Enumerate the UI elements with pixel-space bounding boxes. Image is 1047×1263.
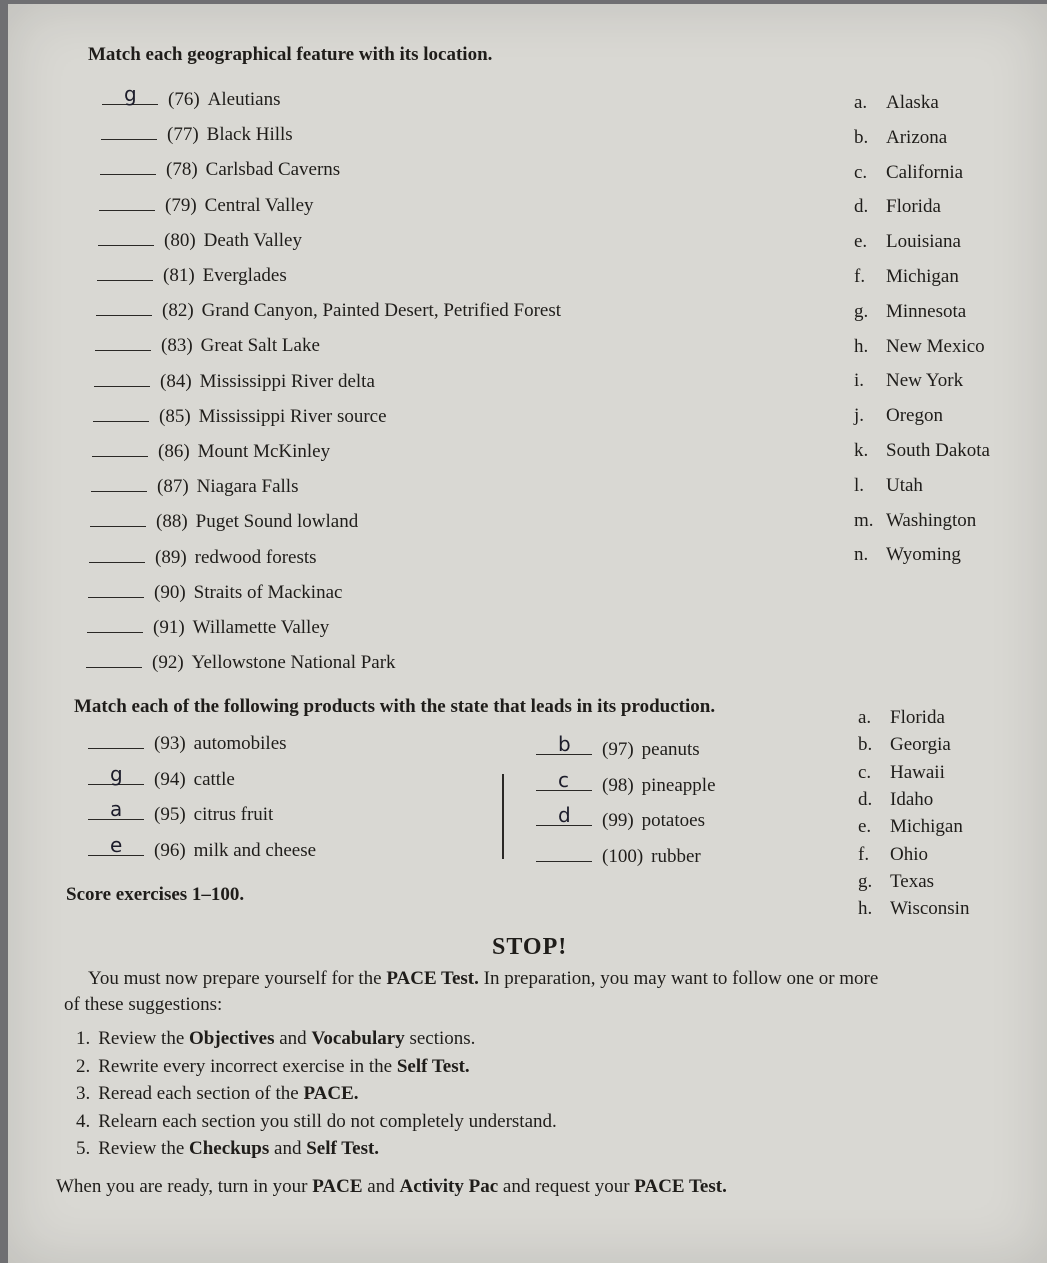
handwritten-answer: g bbox=[110, 761, 123, 786]
option-letter: e. bbox=[854, 231, 868, 253]
question-row bbox=[92, 438, 330, 463]
option-letter: h. bbox=[854, 335, 869, 357]
question-row bbox=[88, 730, 287, 755]
question-number: (87) bbox=[157, 476, 189, 498]
option-name: New Mexico bbox=[886, 335, 985, 357]
question-text: Aleutians bbox=[207, 89, 281, 110]
option-name: Oregon bbox=[886, 405, 943, 427]
answer-blank[interactable] bbox=[536, 732, 592, 756]
answer-blank[interactable] bbox=[536, 843, 592, 862]
question-row bbox=[95, 332, 320, 357]
suggestion-item bbox=[76, 1111, 557, 1133]
suggestion-bold-1: PACE. bbox=[303, 1083, 359, 1104]
option-row bbox=[854, 475, 923, 497]
question-text: Everglades bbox=[202, 265, 287, 286]
option-row bbox=[854, 405, 943, 427]
question-number: (90) bbox=[154, 581, 186, 603]
question-number: (80) bbox=[164, 229, 196, 251]
option-name: Washington bbox=[886, 509, 977, 531]
question-text: Death Valley bbox=[203, 229, 302, 251]
option-row bbox=[854, 510, 976, 532]
answer-blank[interactable] bbox=[97, 262, 153, 281]
stop-intro-line1 bbox=[88, 968, 878, 990]
suggestion-text-mid: and bbox=[274, 1028, 312, 1049]
question-text: peanuts bbox=[641, 739, 700, 760]
question-number: (81) bbox=[163, 265, 195, 286]
question-text: rubber bbox=[651, 845, 701, 867]
question-text: citrus fruit bbox=[193, 804, 274, 825]
suggestion-number: 5. bbox=[76, 1138, 91, 1159]
answer-blank[interactable] bbox=[102, 82, 158, 106]
question-text: milk and cheese bbox=[193, 839, 317, 861]
question-text: Puget Sound lowland bbox=[195, 511, 359, 533]
final-instruction bbox=[56, 1176, 727, 1198]
option-row bbox=[854, 544, 961, 566]
handwritten-answer: a bbox=[110, 797, 123, 821]
question-row bbox=[88, 797, 274, 826]
question-number: (95) bbox=[154, 804, 186, 825]
option-row bbox=[854, 162, 963, 184]
option-letter: n. bbox=[854, 544, 869, 566]
stop-title: STOP! bbox=[492, 934, 568, 960]
option-row bbox=[858, 816, 963, 838]
question-row bbox=[96, 297, 561, 322]
answer-blank[interactable] bbox=[536, 803, 592, 827]
option-letter: c. bbox=[854, 161, 868, 183]
question-number: (76) bbox=[168, 89, 200, 110]
question-number: (98) bbox=[602, 774, 634, 796]
answer-blank[interactable] bbox=[99, 192, 155, 211]
question-number: (88) bbox=[156, 511, 188, 533]
suggestion-text: Relearn each section you still do not completely understand. bbox=[98, 1110, 557, 1132]
question-text: potatoes bbox=[641, 810, 705, 831]
answer-blank[interactable] bbox=[536, 767, 592, 792]
question-row bbox=[101, 121, 293, 146]
intro-bold: PACE Test. bbox=[386, 968, 479, 989]
question-row bbox=[98, 227, 302, 252]
suggestion-bold-2: Self Test. bbox=[306, 1138, 380, 1159]
final-bold-2: Activity Pac bbox=[399, 1176, 499, 1197]
suggestion-bold-1: Checkups bbox=[189, 1138, 270, 1159]
option-name: Alaska bbox=[886, 92, 939, 113]
question-number: (92) bbox=[152, 652, 184, 674]
question-number: (85) bbox=[159, 405, 191, 427]
question-text: cattle bbox=[193, 768, 235, 790]
question-row bbox=[93, 403, 387, 428]
option-letter: a. bbox=[858, 707, 872, 728]
suggestion-number: 1. bbox=[76, 1028, 91, 1049]
section2-heading: Match each of the following products with the state that leads in its production. bbox=[74, 696, 716, 717]
option-name: Michigan bbox=[886, 266, 959, 287]
option-name: Ohio bbox=[890, 843, 928, 865]
question-row bbox=[86, 649, 396, 674]
suggestion-text: Review the bbox=[98, 1138, 190, 1159]
option-row bbox=[858, 762, 945, 784]
suggestion-text-mid: and bbox=[269, 1138, 307, 1159]
question-number: (96) bbox=[154, 839, 186, 861]
final-text-3: and request your bbox=[498, 1176, 635, 1197]
option-name: Texas bbox=[890, 870, 935, 892]
question-text: automobiles bbox=[193, 733, 287, 754]
option-letter: h. bbox=[858, 898, 873, 920]
answer-blank[interactable] bbox=[94, 368, 150, 387]
question-number: (89) bbox=[155, 546, 187, 568]
final-bold-3: PACE Test. bbox=[634, 1176, 727, 1197]
question-row bbox=[87, 614, 329, 639]
question-number: (93) bbox=[154, 733, 186, 754]
option-row bbox=[854, 440, 990, 462]
option-row bbox=[854, 266, 959, 288]
option-letter: m. bbox=[854, 509, 874, 531]
question-row bbox=[100, 156, 340, 181]
option-letter: f. bbox=[858, 843, 870, 865]
question-row bbox=[536, 843, 701, 868]
question-text: Carlsbad Caverns bbox=[205, 159, 341, 181]
option-name: Idaho bbox=[890, 788, 934, 810]
question-number: (79) bbox=[165, 194, 197, 216]
option-name: Minnesota bbox=[886, 300, 967, 322]
option-row bbox=[858, 734, 951, 756]
option-letter: a. bbox=[854, 92, 868, 113]
handwritten-answer: c bbox=[558, 767, 569, 792]
question-row bbox=[94, 368, 375, 393]
option-letter: b. bbox=[858, 734, 873, 756]
final-text-1: When you are ready, turn in your bbox=[56, 1176, 313, 1197]
suggestion-item bbox=[76, 1028, 475, 1050]
suggestion-item bbox=[76, 1056, 470, 1078]
suggestion-number: 3. bbox=[76, 1083, 91, 1104]
option-letter: f. bbox=[854, 266, 866, 287]
option-letter: b. bbox=[854, 126, 869, 148]
question-row bbox=[89, 544, 317, 569]
option-letter: k. bbox=[854, 440, 869, 461]
answer-blank[interactable] bbox=[89, 544, 145, 563]
option-name: South Dakota bbox=[886, 440, 990, 461]
column-divider bbox=[502, 774, 504, 859]
option-name: Wyoming bbox=[886, 544, 961, 566]
option-letter: j. bbox=[854, 405, 865, 427]
suggestion-bold-2: Vocabulary bbox=[311, 1028, 405, 1049]
suggestion-item bbox=[76, 1083, 359, 1105]
question-text: Grand Canyon, Painted Desert, Petrified Forest bbox=[201, 300, 561, 322]
question-text: Mount McKinley bbox=[197, 441, 331, 462]
question-text: Niagara Falls bbox=[196, 476, 299, 498]
question-row bbox=[536, 803, 705, 832]
question-number: (91) bbox=[153, 617, 185, 638]
question-text: Central Valley bbox=[204, 194, 314, 216]
option-row bbox=[858, 871, 934, 893]
answer-blank[interactable] bbox=[90, 508, 146, 527]
handwritten-answer: g bbox=[124, 82, 137, 106]
answer-blank[interactable] bbox=[98, 227, 154, 246]
question-row bbox=[91, 473, 298, 498]
option-letter: d. bbox=[858, 788, 873, 810]
question-row bbox=[90, 508, 358, 533]
question-text: redwood forests bbox=[194, 546, 317, 568]
question-number: (86) bbox=[158, 441, 190, 462]
question-text: Straits of Mackinac bbox=[193, 581, 343, 603]
answer-blank[interactable] bbox=[88, 797, 144, 821]
option-name: New York bbox=[886, 370, 964, 392]
option-name: Arizona bbox=[886, 126, 948, 148]
option-row bbox=[854, 336, 985, 358]
final-text-2: and bbox=[362, 1176, 400, 1197]
option-row bbox=[854, 231, 961, 253]
answer-blank[interactable] bbox=[88, 761, 144, 786]
suggestion-text-post: sections. bbox=[404, 1028, 476, 1049]
answer-blank[interactable] bbox=[95, 332, 151, 351]
option-name: Florida bbox=[886, 196, 941, 218]
intro-text-2: In preparation, you may want to follow one or more bbox=[478, 968, 879, 989]
question-text: Mississippi River source bbox=[198, 405, 387, 427]
suggestion-text: Rewrite every incorrect exercise in the bbox=[98, 1055, 397, 1077]
answer-blank[interactable] bbox=[88, 832, 144, 857]
handwritten-answer: e bbox=[110, 832, 123, 857]
answer-blank[interactable] bbox=[100, 156, 156, 175]
answer-blank[interactable] bbox=[88, 730, 144, 749]
question-row bbox=[97, 262, 287, 287]
handwritten-answer: b bbox=[558, 732, 571, 756]
question-text: Black Hills bbox=[206, 124, 293, 146]
option-name: California bbox=[886, 161, 964, 183]
option-name: Georgia bbox=[890, 734, 951, 756]
stop-intro-line2: of these suggestions: bbox=[64, 994, 223, 1015]
option-row bbox=[858, 844, 928, 866]
option-name: Utah bbox=[886, 474, 923, 496]
option-letter: e. bbox=[858, 816, 872, 838]
suggestion-number: 4. bbox=[76, 1110, 91, 1132]
suggestion-bold-1: Objectives bbox=[189, 1028, 275, 1049]
option-name: Florida bbox=[890, 707, 945, 728]
question-number: (94) bbox=[154, 768, 186, 790]
answer-blank[interactable] bbox=[92, 438, 148, 457]
answer-blank[interactable] bbox=[86, 649, 142, 668]
option-letter: g. bbox=[854, 300, 869, 322]
option-name: Louisiana bbox=[886, 231, 961, 253]
option-row bbox=[858, 789, 933, 811]
question-text: Great Salt Lake bbox=[200, 335, 320, 357]
option-letter: i. bbox=[854, 370, 865, 392]
handwritten-answer: d bbox=[558, 803, 571, 827]
option-letter: c. bbox=[858, 761, 872, 783]
suggestion-number: 2. bbox=[76, 1055, 91, 1077]
option-letter: d. bbox=[854, 196, 869, 218]
answer-blank[interactable] bbox=[88, 579, 144, 598]
section1-heading: Match each geographical feature with its location. bbox=[88, 44, 493, 65]
final-bold-1: PACE bbox=[312, 1176, 363, 1197]
answer-blank[interactable] bbox=[96, 297, 152, 316]
question-number: (82) bbox=[162, 300, 194, 322]
question-number: (84) bbox=[160, 370, 192, 392]
option-row bbox=[854, 127, 947, 149]
worksheet-page bbox=[8, 4, 1047, 1263]
option-name: Wisconsin bbox=[890, 898, 970, 920]
question-row bbox=[99, 192, 314, 217]
answer-blank[interactable] bbox=[87, 614, 143, 633]
suggestion-text: Reread each section of the bbox=[98, 1083, 304, 1104]
intro-text-1: You must now prepare yourself for the bbox=[88, 968, 387, 989]
option-row bbox=[858, 707, 945, 729]
option-row bbox=[854, 370, 963, 392]
question-number: (100) bbox=[602, 845, 644, 867]
question-number: (83) bbox=[161, 335, 193, 357]
score-note: Score exercises 1–100. bbox=[66, 884, 245, 905]
option-name: Hawaii bbox=[890, 761, 945, 783]
question-row bbox=[88, 761, 235, 791]
question-text: pineapple bbox=[641, 774, 716, 796]
question-number: (77) bbox=[167, 124, 199, 146]
question-row bbox=[102, 82, 281, 111]
question-row bbox=[536, 732, 700, 761]
option-row bbox=[854, 196, 941, 218]
option-name: Michigan bbox=[890, 816, 963, 838]
question-number: (97) bbox=[602, 739, 634, 760]
option-letter: l. bbox=[854, 474, 865, 496]
question-text: Mississippi River delta bbox=[199, 370, 375, 392]
option-row bbox=[854, 92, 939, 114]
question-text: Yellowstone National Park bbox=[191, 652, 396, 674]
suggestion-bold-1: Self Test. bbox=[396, 1055, 470, 1077]
suggestion-text: Review the bbox=[98, 1028, 190, 1049]
question-row bbox=[536, 767, 716, 797]
answer-blank[interactable] bbox=[101, 121, 157, 140]
question-number: (78) bbox=[166, 159, 198, 181]
question-text: Willamette Valley bbox=[192, 617, 330, 638]
question-row bbox=[88, 579, 342, 604]
option-row bbox=[858, 898, 969, 920]
question-row bbox=[88, 832, 317, 862]
option-letter: g. bbox=[858, 870, 873, 892]
option-row bbox=[854, 301, 966, 323]
question-number: (99) bbox=[602, 810, 634, 831]
answer-blank[interactable] bbox=[93, 403, 149, 422]
suggestion-item bbox=[76, 1138, 379, 1160]
answer-blank[interactable] bbox=[91, 473, 147, 492]
